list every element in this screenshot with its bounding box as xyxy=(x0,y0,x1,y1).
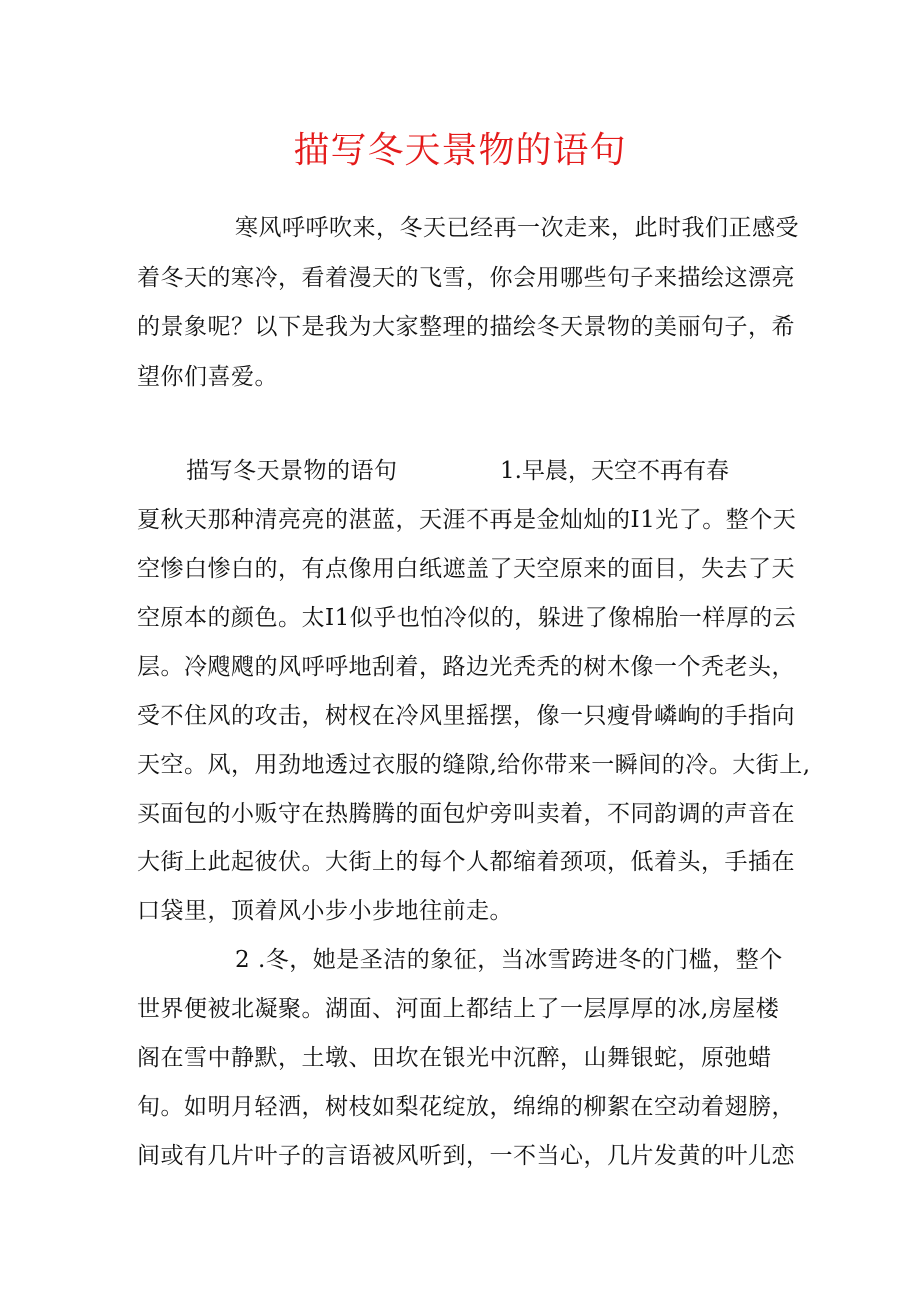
item1-line: 夏秋天那种清亮亮的湛蓝，天涯不再是金灿灿的I1光了。整个天 xyxy=(137,507,797,533)
intro-line: 寒风呼呼吹来，冬天已经再一次走来，此时我们正感受 xyxy=(235,215,799,241)
item1-line: 大街上此起彼伏。大街上的每个人都缩着颈项，低着头，手插在 xyxy=(137,849,795,875)
item1-line: 买面包的小贩守在热腾腾的面包炉旁叫卖着，不同韵调的声音在 xyxy=(137,801,795,827)
item1-start: 1.早晨，天空不再有春 xyxy=(500,458,729,484)
item2-line: 世界便被北凝聚。湖面、河面上都结上了一层厚厚的冰,房屋楼 xyxy=(137,996,780,1022)
item1-line: 层。冷飕飕的风呼呼地刮着，路边光秃秃的树木像一个秃老头， xyxy=(137,654,795,680)
item1-line: 受不住风的攻击，树杈在冷风里摇摆，像一只瘦骨嶙峋的手指向 xyxy=(137,703,795,729)
item1-line: 空原本的颜色。太I1似乎也怕冷似的，躲进了像棉胎一样厚的云 xyxy=(137,605,797,631)
item2-line: 间或有几片叶子的言语被风听到，一不当心，几片发黄的叶儿恋 xyxy=(137,1143,795,1169)
item1-line: 天空。风，用劲地透过衣服的缝隙,给你带来一瞬间的冷。大街上, xyxy=(137,752,811,778)
intro-line: 的景象呢？以下是我为大家整理的描绘冬天景物的美丽句子，希 xyxy=(137,314,795,340)
item2-line: 旬。如明月轻洒，树枝如梨花绽放，绵绵的柳絮在空动着翅膀， xyxy=(137,1094,795,1120)
item2-line: 2 .冬，她是圣洁的象征，当冰雪跨进冬的门槛，整个 xyxy=(235,947,783,973)
item2-line: 阁在雪中静默，土墩、田坎在银光中沉醉，山舞银蛇，原弛蜡 xyxy=(137,1045,772,1071)
item1-line: 空惨白惨白的，有点像用白纸遮盖了天空原来的面目，失去了天 xyxy=(137,556,795,582)
section-heading: 描写冬天景物的语句 xyxy=(186,458,398,484)
item1-line: 口袋里，顶着风小步小步地往前走。 xyxy=(137,898,513,924)
intro-line: 着冬天的寒冷，看着漫天的飞雪，你会用哪些句子来描绘这漂亮 xyxy=(137,265,795,291)
document-title: 描写冬天景物的语句 xyxy=(293,130,627,171)
intro-line: 望你们喜爱。 xyxy=(137,364,278,390)
